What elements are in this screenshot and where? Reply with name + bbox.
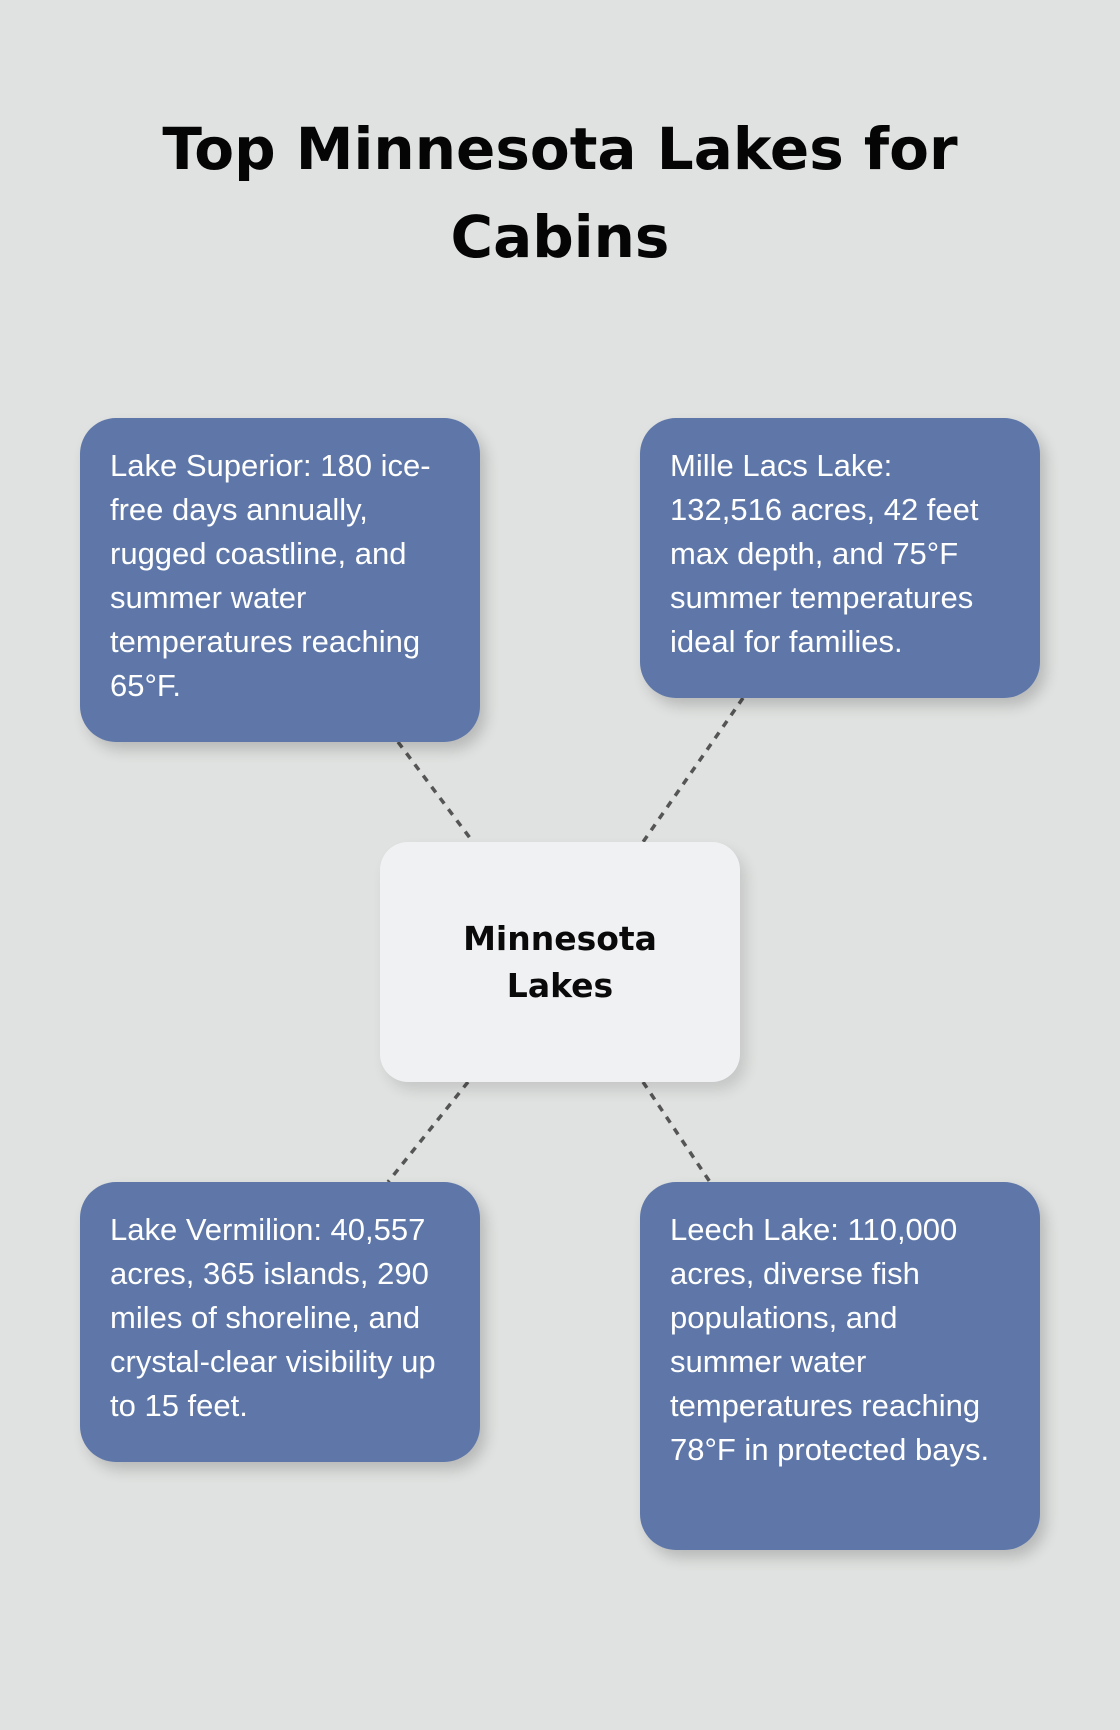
connector-bottom-left: [388, 1082, 468, 1182]
center-node-minnesota-lakes: Minnesota Lakes: [380, 842, 740, 1082]
node-lake-superior: Lake Superior: 180 ice-free days annually, rugged coastline, and summer water temperatures reaching 65°F.: [80, 418, 480, 742]
node-mille-lacs-lake: Mille Lacs Lake: 132,516 acres, 42 feet max depth, and 75°F summer temperatures ideal for families.: [640, 418, 1040, 698]
connector-top-left: [398, 742, 473, 842]
connector-bottom-right: [643, 1082, 710, 1182]
node-leech-lake: Leech Lake: 110,000 acres, diverse fish populations, and summer water temperatures reaching 78°F in protected bays.: [640, 1182, 1040, 1550]
connector-top-right: [643, 698, 743, 842]
page-title: Top Minnesota Lakes for Cabins: [162, 115, 958, 271]
node-lake-vermilion: Lake Vermilion: 40,557 acres, 365 islands, 290 miles of shoreline, and crystal-clear visibility up to 15 feet.: [80, 1182, 480, 1462]
